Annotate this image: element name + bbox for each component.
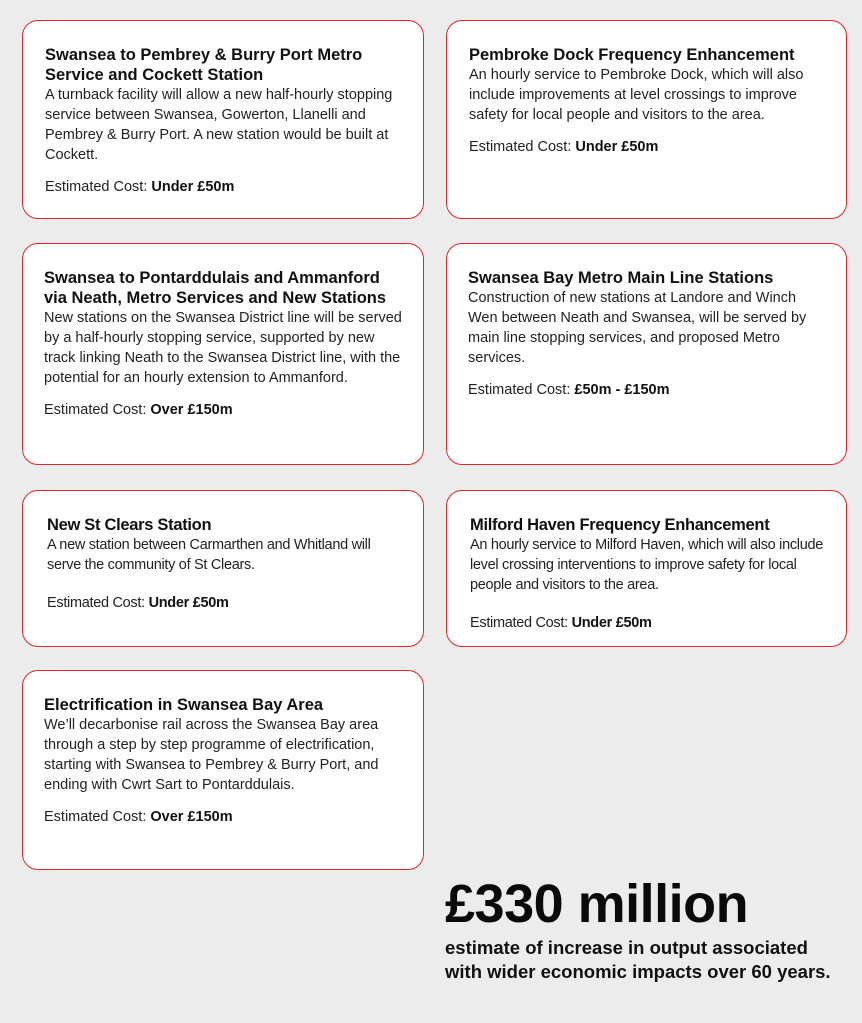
economic-impact-highlight (445, 872, 845, 984)
cost-label: Estimated Cost: (470, 615, 568, 631)
project-title: New St Clears Station (47, 516, 212, 534)
highlight-caption: estimate of increase in output associated with wider economic impacts over 60 years. (445, 937, 831, 982)
project-description: A new station between Carmarthen and Whitland will serve the community of St Clears. (47, 537, 371, 573)
project-card (446, 243, 847, 465)
cost-value: Under £50m (571, 615, 652, 631)
project-description: We’ll decarbonise rail across the Swansea Bay area through a step by step programme of electrification, starting with Swansea to Pembrey & Burry Port, and ending with Cwrt Sart to Pontarddulais. (44, 717, 379, 793)
project-title: Pembroke Dock Frequency Enhancement (469, 46, 795, 64)
project-card (22, 20, 424, 219)
estimated-cost (45, 177, 403, 197)
project-description: New stations on the Swansea District line will be served by a half-hourly stopping service, supported by new track linking Neath to the Swansea District line, with the potential for an hourly extension to Ammanford. (44, 310, 402, 386)
cost-label: Estimated Cost: (44, 402, 147, 418)
estimated-cost (44, 807, 403, 827)
estimated-cost (44, 400, 403, 420)
highlight-value: £330 million (445, 874, 749, 934)
estimated-cost (468, 380, 826, 400)
project-description: Construction of new stations at Landore and Winch Wen between Neath and Swansea, will be served by main line stopping services, and proposed Metro services. (468, 290, 807, 366)
project-title: Electrification in Swansea Bay Area (44, 696, 324, 714)
cost-label: Estimated Cost: (47, 595, 145, 611)
estimated-cost (470, 613, 826, 633)
cost-label: Estimated Cost: (44, 809, 147, 825)
project-title: Swansea to Pembrey & Burry Port Metro Service and Cockett Station (45, 46, 363, 84)
project-title: Swansea Bay Metro Main Line Stations (468, 269, 774, 287)
cost-value: Under £50m (148, 595, 229, 611)
estimated-cost (469, 137, 826, 157)
cost-label: Estimated Cost: (469, 139, 572, 155)
cost-value: Over £150m (150, 402, 233, 418)
project-title: Milford Haven Frequency Enhancement (470, 516, 770, 534)
project-card (22, 243, 424, 465)
cost-label: Estimated Cost: (468, 382, 571, 398)
cost-value: Under £50m (151, 179, 235, 195)
project-card (446, 490, 847, 647)
project-card (22, 490, 424, 647)
project-description: An hourly service to Pembroke Dock, which will also include improvements at level crossings to improve safety for local people and visitors to the area. (469, 67, 804, 123)
project-title: Swansea to Pontarddulais and Ammanford via Neath, Metro Services and New Stations (44, 269, 387, 307)
project-card (22, 670, 424, 870)
cost-value: £50m - £150m (574, 382, 670, 398)
project-description: An hourly service to Milford Haven, which will also include level crossing interventions to improve safety for local people and visitors to the area. (470, 537, 824, 593)
project-card (446, 20, 847, 219)
project-description: A turnback facility will allow a new half-hourly stopping service between Swansea, Gowerton, Llanelli and Pembrey & Burry Port. A new station would be built at Cockett. (45, 87, 393, 163)
estimated-cost (47, 593, 403, 613)
cost-value: Over £150m (150, 809, 233, 825)
cost-value: Under £50m (575, 139, 659, 155)
cost-label: Estimated Cost: (45, 179, 148, 195)
